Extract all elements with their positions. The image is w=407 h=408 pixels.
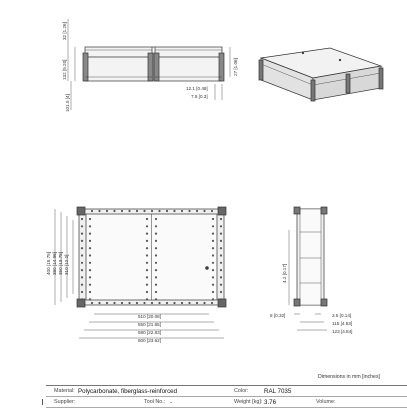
screw-dot — [155, 254, 157, 256]
screw-dot — [203, 210, 205, 212]
screw-dot — [181, 210, 183, 212]
screw-dot — [113, 302, 115, 304]
screw-dot — [146, 247, 148, 249]
screw-dot — [220, 240, 222, 242]
screw-dot — [212, 240, 214, 242]
dim-front-h4: 310 [12.2] — [64, 254, 69, 275]
toolno-value: - — [170, 398, 173, 406]
spec-table — [46, 385, 407, 408]
screw-dot — [220, 291, 222, 293]
screw-dot — [98, 302, 100, 304]
isometric-view — [259, 48, 383, 101]
screw-dot — [220, 218, 222, 220]
screw-dot — [146, 254, 148, 256]
dim-side-h4: 27 [1.06] — [233, 58, 238, 76]
screw-dot — [81, 233, 83, 235]
dim-end-r2: 115 [4.53] — [332, 321, 353, 326]
screw-dot — [155, 218, 157, 220]
color-value: RAL 7035 — [264, 387, 292, 395]
screw-dot — [81, 254, 83, 256]
screw-dot — [158, 210, 160, 212]
screw-dot — [151, 210, 153, 212]
screw-dot — [89, 240, 91, 242]
screw-dot — [188, 302, 190, 304]
screw-dot — [89, 298, 91, 300]
screw-dot — [146, 262, 148, 264]
screw-dot — [91, 302, 93, 304]
color-label: Color: — [234, 388, 249, 394]
screw-dot — [146, 269, 148, 271]
screw-dot — [106, 210, 108, 212]
screw-dot — [212, 291, 214, 293]
screw-dot — [196, 302, 198, 304]
screw-dot — [136, 210, 138, 212]
screw-dot — [91, 210, 93, 212]
screw-dot — [146, 298, 148, 300]
screw-dot — [155, 269, 157, 271]
screw-dot — [81, 276, 83, 278]
screw-dot — [81, 225, 83, 227]
dim-front-w1: 510 [20.08] — [138, 314, 161, 319]
weight-value: 3.76 — [264, 398, 277, 406]
screw-dot — [143, 210, 145, 212]
screw-dot — [166, 302, 168, 304]
volume-label: Volume: — [316, 399, 336, 405]
dim-end-l: 8 [0.32] — [270, 313, 286, 318]
weight-label: Weight [kg]: — [234, 399, 263, 405]
screw-dot — [173, 302, 175, 304]
screw-dot — [155, 298, 157, 300]
screw-dot — [155, 225, 157, 227]
margin-mark — [42, 399, 43, 405]
screw-dot — [151, 302, 153, 304]
screw-dot — [146, 284, 148, 286]
spec-row-supplier — [46, 397, 407, 408]
screw-dot — [212, 254, 214, 256]
units-note: Dimensions in mm [inches] — [318, 374, 380, 380]
dim-front-w4: 600 [23.62] — [138, 338, 161, 343]
screw-dot — [155, 291, 157, 293]
screw-dot — [106, 302, 108, 304]
screw-dot — [89, 218, 91, 220]
end-view — [289, 207, 327, 330]
screw-dot — [212, 218, 214, 220]
screw-dot — [81, 240, 83, 242]
screw-dot — [155, 240, 157, 242]
screw-dot — [155, 262, 157, 264]
screw-dot — [89, 291, 91, 293]
material-value: Polycarbonate, fiberglass-reinforced — [78, 387, 178, 395]
screw-dot — [220, 284, 222, 286]
screw-dot — [146, 218, 148, 220]
screw-dot — [212, 284, 214, 286]
toolno-label: Tool No.: — [144, 399, 166, 405]
screw-dot — [181, 302, 183, 304]
screw-dot — [166, 210, 168, 212]
screw-dot — [212, 247, 214, 249]
screw-dot — [188, 210, 190, 212]
screw-dot — [212, 298, 214, 300]
dim-end-r3: 123 [4.84] — [332, 329, 353, 334]
dim-end-r1: 3.5 [0.14] — [332, 313, 352, 318]
screw-dot — [89, 233, 91, 235]
screw-dot — [81, 284, 83, 286]
screw-dot — [81, 218, 83, 220]
screw-dot — [155, 247, 157, 249]
dim-side-h2: 132 [5.20] — [62, 59, 67, 80]
screw-dot — [146, 225, 148, 227]
screw-dot — [81, 247, 83, 249]
screw-dot — [220, 269, 222, 271]
screw-dot — [89, 225, 91, 227]
dim-side-b2: 7.5 [0.3] — [191, 94, 208, 99]
material-label: Material: — [54, 388, 75, 394]
screw-dot — [81, 291, 83, 293]
screw-dot — [220, 262, 222, 264]
dim-front-w3: 580 [22.83] — [138, 330, 161, 335]
screw-dot — [220, 298, 222, 300]
screw-dot — [98, 210, 100, 212]
screw-dot — [220, 225, 222, 227]
screw-dot — [211, 302, 213, 304]
screw-dot — [89, 284, 91, 286]
screw-dot — [211, 210, 213, 212]
screw-dot — [212, 276, 214, 278]
screw-dot — [89, 247, 91, 249]
screw-dot — [220, 276, 222, 278]
screw-dot — [155, 233, 157, 235]
screw-dot — [155, 284, 157, 286]
screw-dot — [212, 262, 214, 264]
screw-dot — [220, 233, 222, 235]
dim-side-b1: 12.1 [0.48] — [186, 86, 208, 91]
screw-dot — [121, 210, 123, 212]
screw-dot — [113, 210, 115, 212]
screw-dot — [81, 262, 83, 264]
supplier-label: Supplier: — [54, 399, 76, 405]
screw-dot — [89, 276, 91, 278]
screw-dot — [146, 291, 148, 293]
screw-dot — [121, 302, 123, 304]
screw-dot — [212, 225, 214, 227]
screw-dot — [128, 302, 130, 304]
dim-front-h3: 350 [13.78] — [58, 252, 63, 275]
screw-dot — [212, 233, 214, 235]
screw-dot — [81, 298, 83, 300]
screw-dot — [89, 262, 91, 264]
dim-end-h: 4.2 [0.17] — [282, 263, 287, 283]
dim-side-h3: 101.5 [4] — [65, 94, 70, 112]
screw-dot — [158, 302, 160, 304]
screw-dot — [81, 269, 83, 271]
screw-dot — [155, 276, 157, 278]
spec-row-material — [46, 386, 407, 397]
screw-dot — [146, 233, 148, 235]
screw-dot — [128, 210, 130, 212]
dim-front-h1: 400 [15.75] — [46, 252, 51, 275]
screw-dot — [196, 210, 198, 212]
screw-dot — [220, 254, 222, 256]
screw-dot — [212, 269, 214, 271]
screw-dot — [220, 247, 222, 249]
screw-dot — [136, 302, 138, 304]
dim-front-h2: 380 [14.96] — [52, 252, 57, 275]
screw-dot — [89, 254, 91, 256]
screw-dot — [146, 276, 148, 278]
screw-dot — [89, 269, 91, 271]
screw-dot — [203, 302, 205, 304]
screw-dot — [143, 302, 145, 304]
dim-side-h1: 32 [1.26] — [62, 22, 67, 40]
dim-front-w2: 550 [21.65] — [138, 322, 161, 327]
screw-dot — [173, 210, 175, 212]
screw-dot — [146, 240, 148, 242]
